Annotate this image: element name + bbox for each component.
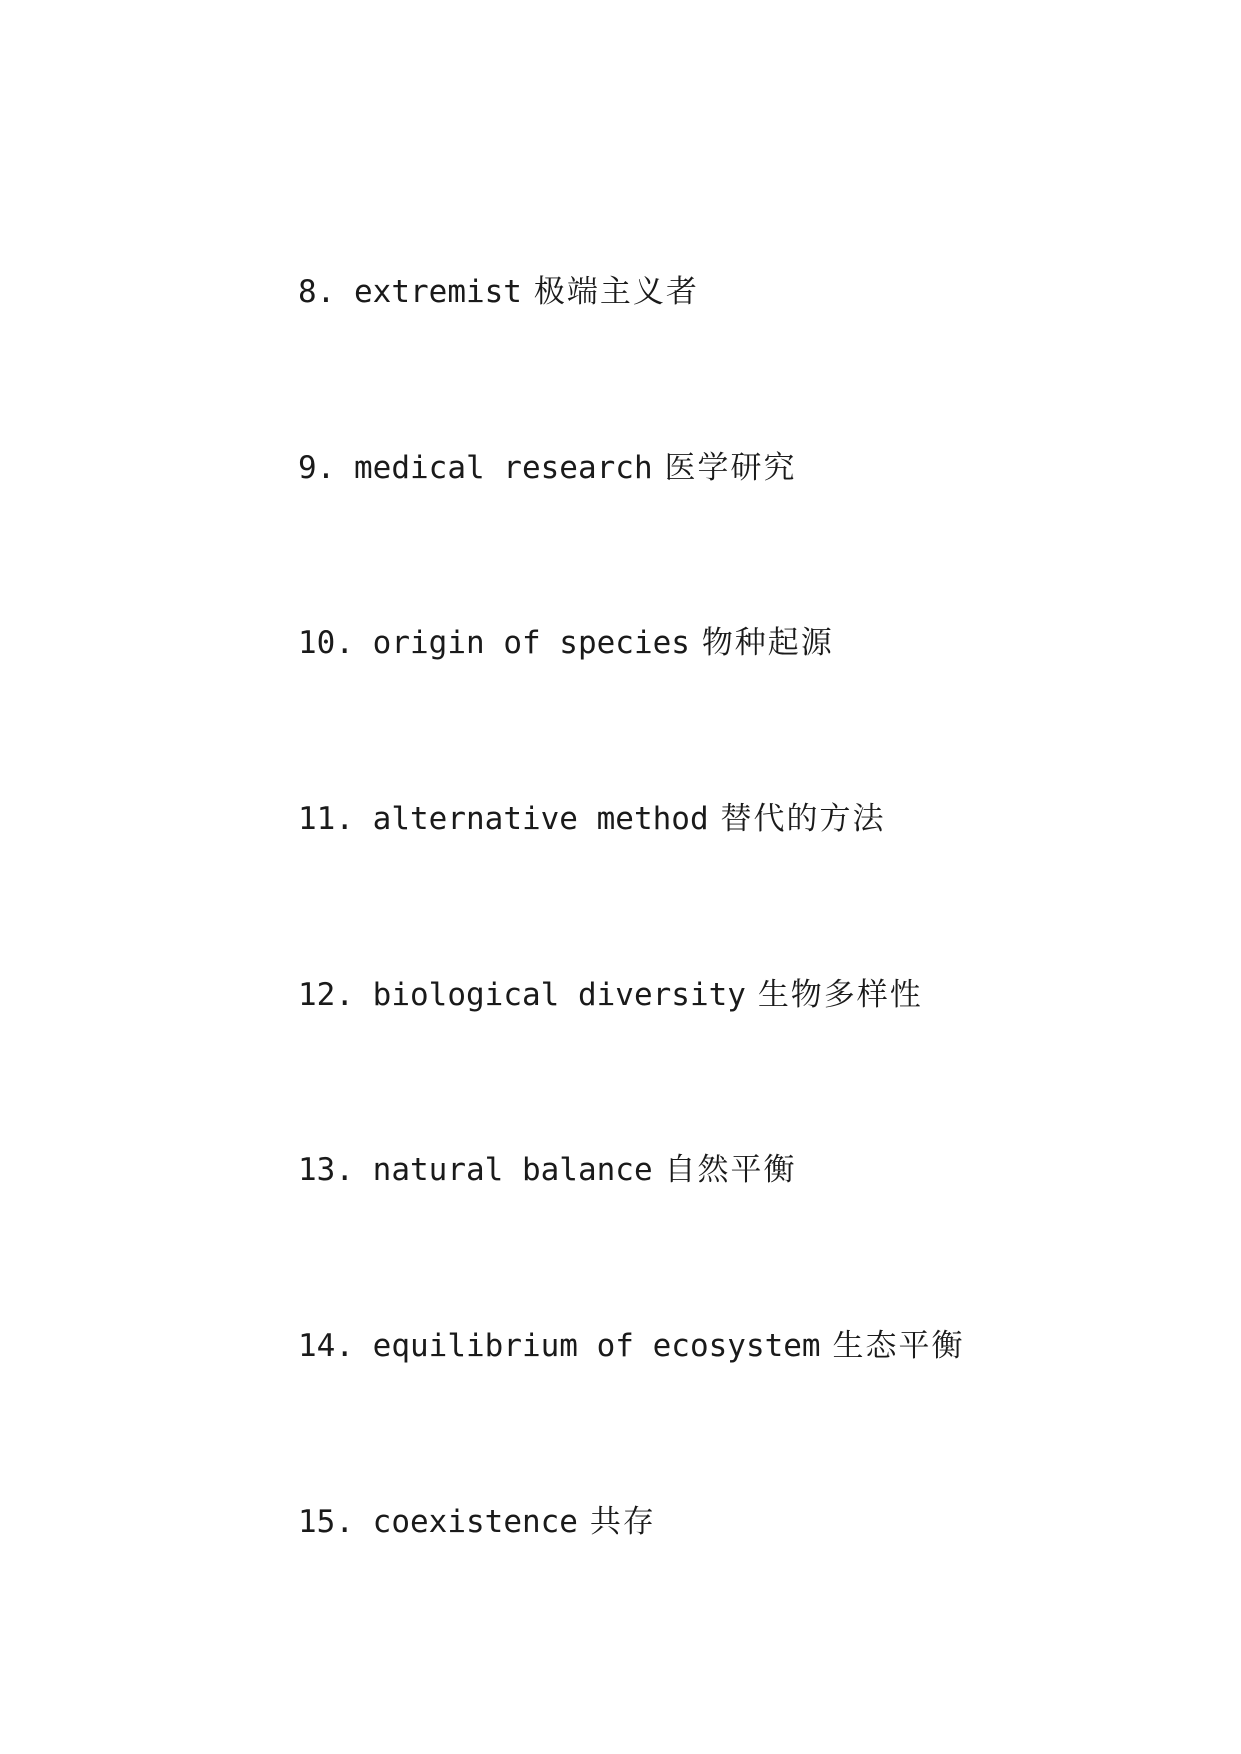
item-number: 14. (298, 1328, 354, 1365)
item-number: 8. (298, 274, 336, 310)
item-number: 11. (298, 801, 354, 838)
item-translation: 生态平衡 (832, 1328, 965, 1365)
item-term: natural balance (372, 1152, 653, 1189)
item-term: biological diversity (372, 976, 746, 1013)
vocabulary-list (298, 272, 964, 1678)
list-item (298, 272, 964, 448)
list-item (298, 975, 964, 1151)
item-term: medical research (354, 449, 653, 486)
item-number: 9. (298, 449, 336, 486)
item-term: extremist (354, 274, 522, 310)
item-translation: 共存 (589, 1503, 656, 1540)
item-translation: 自然平衡 (664, 1152, 797, 1189)
item-term: alternative method (372, 801, 709, 838)
item-number: 15. (298, 1503, 354, 1540)
item-term: origin of species (372, 625, 690, 662)
list-item (298, 1326, 964, 1502)
item-translation: 医学研究 (664, 449, 797, 486)
item-translation: 极端主义者 (533, 274, 699, 310)
item-term: coexistence (372, 1503, 578, 1540)
item-number: 10. (298, 625, 354, 662)
list-item (298, 1502, 964, 1678)
list-item (298, 1150, 964, 1326)
item-translation: 生物多样性 (757, 976, 923, 1013)
item-translation: 替代的方法 (720, 801, 886, 838)
item-translation: 物种起源 (701, 625, 834, 662)
item-number: 13. (298, 1152, 354, 1189)
item-number: 12. (298, 976, 354, 1013)
list-item (298, 799, 964, 975)
list-item (298, 448, 964, 624)
list-item (298, 623, 964, 799)
item-term: equilibrium of ecosystem (372, 1328, 821, 1365)
